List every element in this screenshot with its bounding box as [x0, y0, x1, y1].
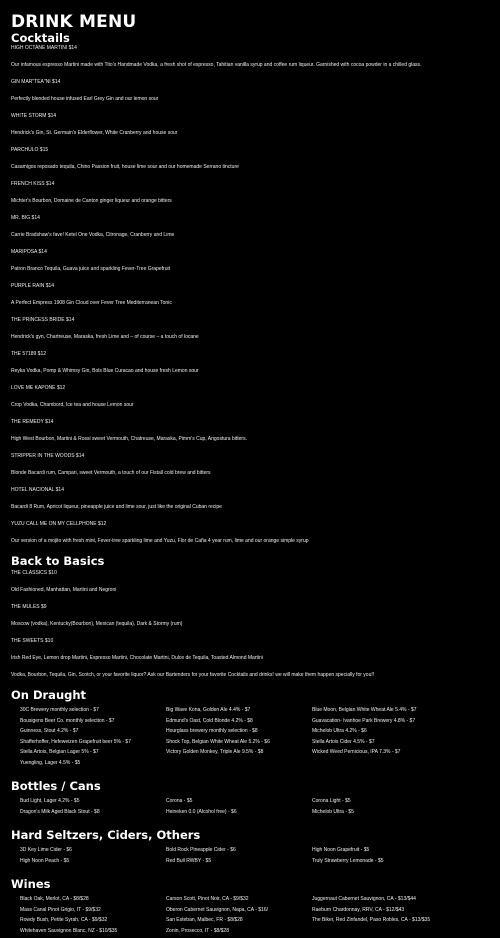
menu-entry: Rowdy Bush, Petite Syrah, CA - $9/$32 — [20, 917, 166, 928]
menu-entry: The Biker, Red Zinfandel, Paso Robles, CA - $13/$35 — [312, 917, 458, 928]
cocktail-description: High West Bourbon, Martini & Rossi sweet Vermouth, Chatreuse, Maraska, Pimm's Cup, Angostura bitters. — [11, 436, 489, 443]
menu-entry: Oberon Cabernet Sauvignon, Napa, CA - $16/ — [166, 907, 312, 918]
cocktail-description: Reyka Vodka, Pomp & Whimsy Gin, Bols Blue Curacao and house fresh Lemon sour — [11, 368, 489, 375]
menu-entry: Hourglass brewery monthly selection - $8 — [166, 728, 312, 739]
cocktail-name: WHITE STORM $14 — [11, 113, 489, 120]
menu-entry: Shock Top, Belgian White Wheat Ale 5.2% - $6 — [166, 739, 312, 750]
cocktail-item — [11, 487, 489, 511]
basics-section — [11, 555, 489, 679]
menu-entry: Bousigens Beer Co. monthly selection - $7 — [20, 718, 166, 729]
menu-entry: Whitehaven Sauvignon Blanc, NZ - $10/$35 — [20, 928, 166, 938]
bottles-heading: Bottles / Cans — [11, 780, 489, 793]
menu-entry: Raeburn Chardonnay, RRV, CA - $12/$43 — [312, 907, 458, 918]
cocktail-name: THE REMEDY $14 — [11, 419, 489, 426]
seltzers-grid — [20, 847, 489, 868]
menu-entry: 30C Brewery monthly selection - $7 — [20, 707, 166, 718]
cocktail-name: MR. BIG $14 — [11, 215, 489, 222]
menu-entry: Blue Moon, Belgian White Wheat Ale 5.4% - $7 — [312, 707, 458, 718]
basics-heading: Back to Basics — [11, 555, 489, 568]
cocktail-item — [11, 317, 489, 341]
bottles-section — [11, 780, 489, 819]
cocktail-list — [11, 45, 489, 545]
cocktail-name: PARCHULO $15 — [11, 147, 489, 154]
cocktail-description: Patron Branco Tequila, Guava juice and sparkling Fever-Tree Grapefruit — [11, 266, 489, 273]
menu-entry: Corona Light - $5 — [312, 798, 458, 809]
cocktail-name: HOTEL NACIONAL $14 — [11, 487, 489, 494]
cocktail-item — [11, 147, 489, 171]
menu-entry — [312, 760, 458, 771]
menu-entry: Juggernaut Cabernet Sauvignon, CA - $13/$44 — [312, 896, 458, 907]
menu-entry: Michelob Ultra - $5 — [312, 809, 458, 820]
cocktail-item — [11, 351, 489, 375]
cocktails-section — [11, 32, 489, 545]
basics-line: Old Fashioned, Manhattan, Martini and Negroni — [11, 587, 489, 594]
basics-note: Vodka, Bourbon, Tequila, Gin, Scotch, or your favorite liquor? Ask our Bartenders for your favorite Cocktails and drinks! we will make them happen specially for you!! — [11, 672, 489, 679]
cocktail-description: Crop Vodka, Chambord, Ice tea and house Lemon sour — [11, 402, 489, 409]
cocktail-name: THE 57189 $12 — [11, 351, 489, 358]
wines-grid — [20, 896, 489, 938]
menu-entry: Guinness, Stout 4.2% - $7 — [20, 728, 166, 739]
cocktail-name: FRENCH KISS $14 — [11, 181, 489, 188]
cocktail-name: MARIPOSA $14 — [11, 249, 489, 256]
cocktail-description: Casamigos reposado tequila, Chino Passion fruit, house lime sour and our homemade Serrano tincture — [11, 164, 489, 171]
menu-title: DRINK MENU — [11, 14, 489, 31]
menu-entry: Heineken 0.0 (Alcohol free) - $6 — [166, 809, 312, 820]
menu-entry: Bud Light, Lager 4.2% - $5 — [20, 798, 166, 809]
basics-line: THE MULES $9 — [11, 604, 489, 611]
menu-entry: Guavacation- Ivanhoe Park Brewery 4.8% - $7 — [312, 718, 458, 729]
bottles-grid — [20, 798, 489, 819]
wines-heading: Wines — [11, 878, 489, 891]
menu-entry: Red Bull RWBY - $5 — [166, 858, 312, 869]
seltzers-section — [11, 829, 489, 868]
basics-line: Irish Red Eye, Lemon drop Martini, Espresso Martini, Chocolate Martini, Dulce de Tequila, Toasted Almond Martini — [11, 655, 489, 662]
menu-entry: High Noon Peach - $5 — [20, 858, 166, 869]
menu-entry: Stella Artois, Belgian Lager 5% - $7 — [20, 749, 166, 760]
menu-entry: San Esteban, Malbec, FR - $8/$28 — [166, 917, 312, 928]
menu-entry: Big Wave Kona, Golden Ale 4.4% - $7 — [166, 707, 312, 718]
cocktail-description: Our infamous espresso Martini made with Tito's Handmade Vodka, a fresh shot of espresso, Tahitian vanilla syrup and coffee rum liqueur. Garnished with cocoa powder in a chilled glass. — [11, 62, 489, 69]
menu-entry: Wicked Weed Pernicious, IPA 7.3% - $7 — [312, 749, 458, 760]
cocktail-name: STRIPPER IN THE WOODS $14 — [11, 453, 489, 460]
cocktail-name: THE PRINCESS BRIDE $14 — [11, 317, 489, 324]
cocktail-item — [11, 419, 489, 443]
cocktail-name: PURPLE RAIN $14 — [11, 283, 489, 290]
menu-entry: High Noon Grapefruit - $5 — [312, 847, 458, 858]
menu-entry: Edmund's Oast, Cold Blonde 4.2% - $8 — [166, 718, 312, 729]
cocktail-description: Perfectly blended house infused Earl Grey Gin and our lemon sour — [11, 96, 489, 103]
cocktail-description: Hendrick's gyn, Chartreuse, Maraska, fresh Lime and – of course – a touch of locane — [11, 334, 489, 341]
menu-entry: Dragon's Milk Aged Black Stout - $8 — [20, 809, 166, 820]
cocktail-item — [11, 385, 489, 409]
cocktail-item — [11, 113, 489, 137]
menu-entry: Stella Artois Cider 4.5% - $7 — [312, 739, 458, 750]
menu-entry: Zonin, Prosecco, IT - $8/$28 — [166, 928, 312, 938]
cocktail-description: Our version of a mojito with fresh mint, Fever-tree sparkling lime and Yuzu, Flor de Caña 4 year rum, lime and our orange simple syrup — [11, 538, 489, 545]
cocktail-item — [11, 45, 489, 69]
draught-heading: On Draught — [11, 689, 489, 702]
draught-grid — [20, 707, 489, 770]
cocktail-description: Blonde Bacardi rum, Campari, sweet Vermouth, a touch of our Fistall cold brew and bitters — [11, 470, 489, 477]
menu-entry: Mass Canal Pinot Grigio, IT - $9/$32 — [20, 907, 166, 918]
menu-entry: 3D Key Lime Cider - $6 — [20, 847, 166, 858]
draught-section — [11, 689, 489, 770]
basics-line: THE SWEETS $10 — [11, 638, 489, 645]
menu-entry: Black Oak, Merlot, CA - $8/$28 — [20, 896, 166, 907]
menu-entry: Bold Rock Pineapple Cider - $6 — [166, 847, 312, 858]
menu-entry: Michelob Ultra 4.2% - $6 — [312, 728, 458, 739]
cocktails-heading: Cocktails — [11, 32, 489, 45]
menu-entry: Corona - $5 — [166, 798, 312, 809]
cocktail-item — [11, 215, 489, 239]
menu-entry: Yuengling, Lager 4.5% - $5 — [20, 760, 166, 771]
seltzers-heading: Hard Seltzers, Ciders, Others — [11, 829, 489, 842]
cocktail-name: LOVE ME KAPONE $12 — [11, 385, 489, 392]
cocktail-name: HIGH OCTANE MARTINI $14 — [11, 45, 489, 52]
cocktail-item — [11, 249, 489, 273]
cocktail-description: Hendrick's Gin, St. Germain's Elderflower, White Cranberry and house sour — [11, 130, 489, 137]
menu-entry: Victory Golden Monkey, Triple Ale 9.5% - $8 — [166, 749, 312, 760]
basics-line: THE CLASSICS $10 — [11, 570, 489, 577]
cocktail-item — [11, 521, 489, 545]
cocktail-name: GIN MAR"TEA"NI $14 — [11, 79, 489, 86]
menu-entry — [166, 760, 312, 771]
menu-entry: Truly Strawberry Lemonade - $5 — [312, 858, 458, 869]
cocktail-description: A Perfect Empress 1908 Gin Cloud over Fever Tree Mediterranean Tonic — [11, 300, 489, 307]
basics-line: Moscow (vodka), Kentucky(Bourbon), Mexican (tequila), Dark & Stormy (rum) — [11, 621, 489, 628]
menu-entry: Shafferhoffer, Hefeweizen Grapefruit beer 5% - $7 — [20, 739, 166, 750]
cocktail-description: Michter's Bourbon, Domaine de Canton ginger liqueur and orange bitters — [11, 198, 489, 205]
cocktail-description: Carrie Bradshaw's fave! Ketel One Vodka, Citronage, Cranberry and Lime — [11, 232, 489, 239]
cocktail-item — [11, 453, 489, 477]
wines-section — [11, 878, 489, 938]
menu-entry: Carson Scott, Pinot Noir, CA - $9/$32 — [166, 896, 312, 907]
cocktail-item — [11, 79, 489, 103]
menu-entry — [312, 928, 458, 938]
cocktail-name: YUZU CALL ME ON MY CELLPHONE $12 — [11, 521, 489, 528]
cocktail-description: Bacardi 8 Rum, Apricot liqueur, pineapple juice and lime sour, just like the original Cuban recipe — [11, 504, 489, 511]
basics-list — [11, 570, 489, 662]
cocktail-item — [11, 181, 489, 205]
cocktail-item — [11, 283, 489, 307]
